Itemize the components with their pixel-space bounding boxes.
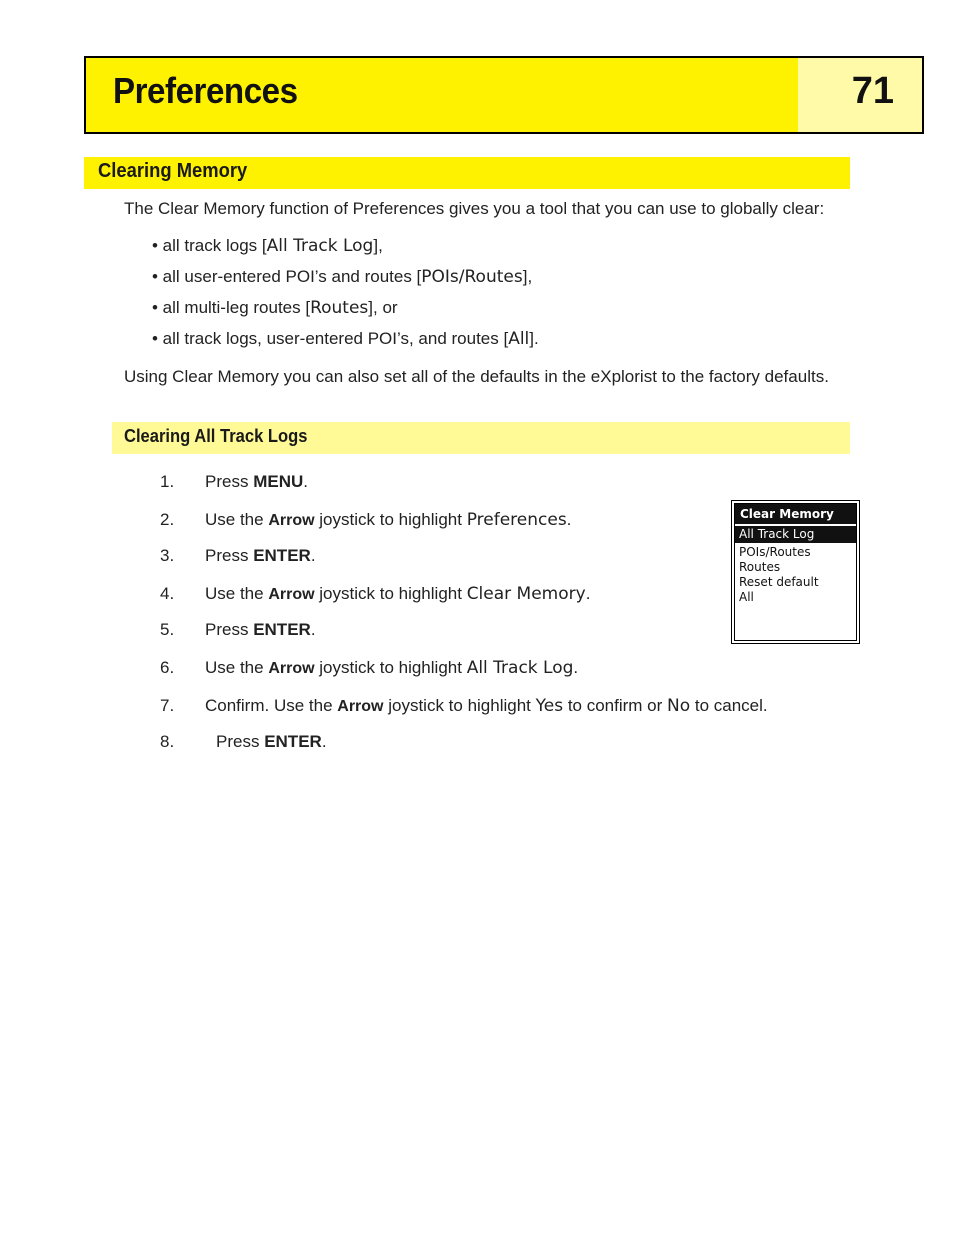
screen-title: Clear Memory [735, 504, 856, 524]
bullet-item: • all user-entered POI’s and routes [POIs/Routes], [152, 267, 533, 287]
page-title: Preferences [113, 70, 298, 111]
section-heading-clearing-all-track-logs: Clearing All Track Logs [112, 422, 850, 454]
step-8: 8. Press ENTER. [160, 732, 327, 751]
bullet-item: • all track logs [All Track Log], [152, 236, 383, 256]
defaults-paragraph: Using Clear Memory you can also set all of the defaults in the eXplorist to the factory defaults. [124, 367, 829, 386]
screen-item-pois-routes[interactable]: POIs/Routes [739, 545, 811, 559]
section-heading-clearing-memory: Clearing Memory [84, 157, 850, 189]
bullet-item: • all track logs, user-entered POI’s, and routes [All]. [152, 329, 539, 349]
step-1: 1. Press MENU. [160, 472, 308, 491]
step-7: 7. Confirm. Use the Arrow joystick to highlight Yes to confirm or No to cancel. [160, 696, 768, 716]
page-number: 71 [851, 70, 894, 112]
page-header [84, 56, 924, 134]
step-3: 3. Press ENTER. [160, 546, 316, 565]
step-4: 4. Use the Arrow joystick to highlight Clear Memory. [160, 584, 591, 604]
screen-item-all-track-log[interactable]: All Track Log [735, 526, 856, 543]
step-5: 5. Press ENTER. [160, 620, 316, 639]
screen-item-all[interactable]: All [739, 590, 754, 604]
bullet-item: • all multi-leg routes [Routes], or [152, 298, 398, 318]
step-6: 6. Use the Arrow joystick to highlight All Track Log. [160, 658, 579, 678]
device-screen-clear-memory [731, 500, 860, 644]
screen-item-reset-default[interactable]: Reset default [739, 575, 819, 589]
screen-item-routes[interactable]: Routes [739, 560, 781, 574]
step-2: 2. Use the Arrow joystick to highlight Preferences. [160, 510, 572, 530]
intro-paragraph: The Clear Memory function of Preferences gives you a tool that you can use to globally clear: [124, 199, 825, 218]
